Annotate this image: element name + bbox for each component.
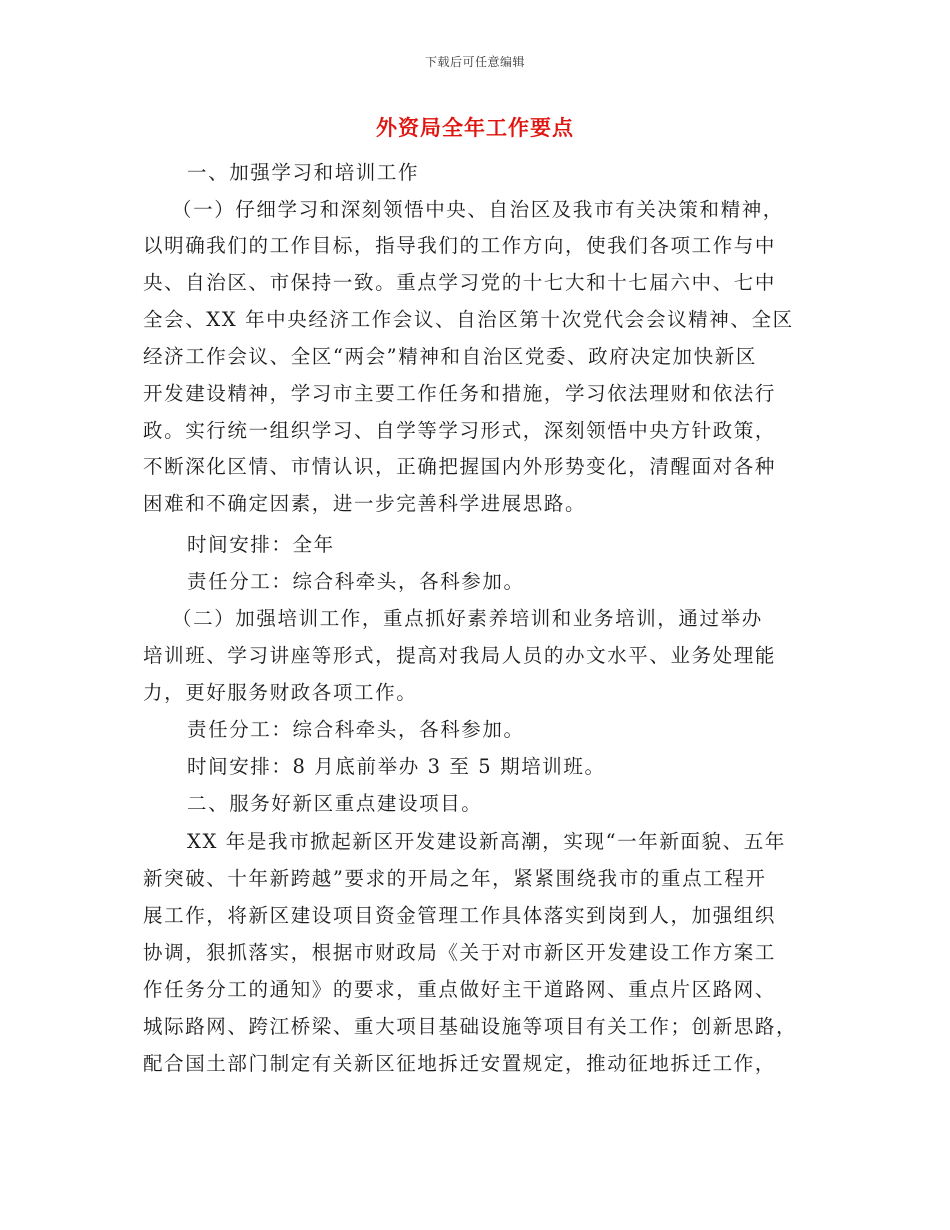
paragraph-line: 协调，狠抓落实，根据市财政局《关于对市新区开发建设工作方案工 bbox=[143, 941, 777, 964]
paragraph-line: 新突破、十年新跨越”要求的开局之年，紧紧围绕我市的重点工程开 bbox=[143, 867, 767, 890]
paragraph-line: （一）仔细学习和深刻领悟中央、自治区及我市有关决策和精神， bbox=[172, 198, 784, 221]
paragraph-line: 以明确我们的工作目标，指导我们的工作方向，使我们各项工作与中 bbox=[143, 234, 777, 257]
paragraph-line: 城际路网、跨江桥梁、重大项目基础设施等项目有关工作；创新思路， bbox=[143, 1015, 798, 1038]
paragraph-line: 开发建设精神，学习市主要工作任务和措施，学习依法理财和依法行 bbox=[143, 382, 777, 405]
schedule-line: 时间安排：全年 bbox=[187, 533, 335, 556]
header-note: 下载后可任意编辑 bbox=[424, 55, 525, 69]
paragraph-line: 不断深化区情、市情认识，正确把握国内外形势变化，清醒面对各种 bbox=[143, 455, 777, 478]
paragraph-line: 展工作，将新区建设项目资金管理工作具体落实到岗到人，加强组织 bbox=[143, 904, 777, 927]
section-heading-1: 一、加强学习和培训工作 bbox=[187, 161, 420, 184]
paragraph-line: 央、自治区、市保持一致。重点学习党的十七大和十七届六中、七中 bbox=[143, 271, 777, 294]
paragraph-line: 力，更好服务财政各项工作。 bbox=[143, 681, 418, 704]
paragraph-line: 政。实行统一组织学习、自学等学习形式，深刻领悟中央方针政策， bbox=[143, 419, 777, 442]
paragraph-line: 配合国土部门制定有关新区征地拆迁安置规定，推动征地拆迁工作， bbox=[143, 1052, 777, 1075]
paragraph-line: XX 年是我市掀起新区开发建设新高潮，实现“一年新面貌、五年 bbox=[187, 830, 786, 853]
schedule-line: 时间安排：8 月底前举办 3 至 5 期培训班。 bbox=[187, 755, 606, 778]
paragraph-line: 困难和不确定因素，进一步完善科学进展思路。 bbox=[143, 492, 587, 515]
paragraph-line: （二）加强培训工作，重点抓好素养培训和业务培训，通过举办 bbox=[172, 607, 763, 630]
paragraph-line: 培训班、学习讲座等形式，提高对我局人员的办文水平、业务处理能 bbox=[143, 644, 777, 667]
responsibility-line: 责任分工：综合科牵头，各科参加。 bbox=[187, 718, 525, 741]
paragraph-line: 经济工作会议、全区“两会”精神和自治区党委、政府决定加快新区 bbox=[143, 345, 757, 368]
paragraph-line: 作任务分工的通知》的要求，重点做好主干道路网、重点片区路网、 bbox=[143, 978, 777, 1001]
document-title: 外资局全年工作要点 bbox=[376, 115, 574, 140]
paragraph-line: 全会、XX 年中央经济工作会议、自治区第十次党代会会议精神、全区 bbox=[143, 308, 794, 331]
section-heading-2: 二、服务好新区重点建设项目。 bbox=[187, 792, 483, 815]
responsibility-line: 责任分工：综合科牵头，各科参加。 bbox=[187, 570, 525, 593]
